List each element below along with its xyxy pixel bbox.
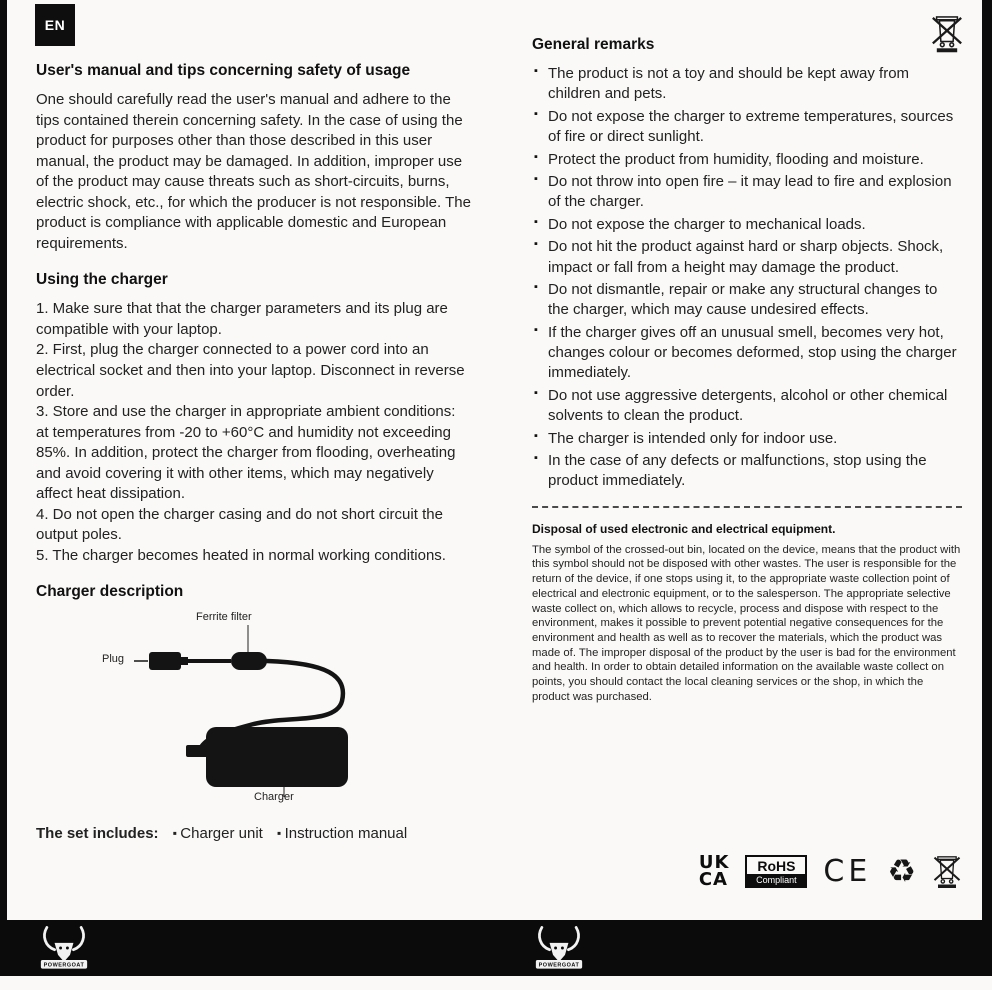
remark-item: ▪ The charger is intended only for indoor use. — [532, 429, 962, 449]
weee-bin-icon — [932, 852, 962, 890]
remark-item: ▪ Do not use aggressive detergents, alcohol or other chemical solvents to clean the product. — [532, 386, 962, 427]
set-item: ▪ Instruction manual — [277, 825, 407, 842]
right-column — [532, 36, 962, 704]
ce-mark-icon: CE — [823, 853, 872, 889]
disposal-text: The symbol of the crossed-out bin, located on the device, means that the product with this symbol should not be disposed with other wastes. The user is responsible for the return of the device, if one stops using it, to the appropriate waste collection point of electrical and electronic equipment, or to the salesperson. The appropriate selective waste collect on, which allows to recycle, process and dispose with respect to the environment, makes it possible to prevent potential negative consequences for the environment and health as well as to recover the materials, which the product was made of. The improper disposal of the product by the user is bad for the environment and health. In order to obtain detailed information on the available waste collect on points, you should contact the local cleaning services or the shop, in which the product was purchased. — [532, 543, 961, 703]
usage-step: 4. Do not open the charger casing and do not short circuit the output poles. — [36, 505, 443, 544]
powergoat-logo — [533, 924, 585, 972]
rohs-label: RoHS — [757, 857, 796, 874]
right-edge-strip — [982, 0, 992, 922]
remark-item: ▪ In the case of any defects or malfunctions, stop using the product immediately. — [532, 451, 962, 492]
rohs-sub-label: Compliant — [747, 874, 805, 886]
charger-description-title: Charger description — [36, 583, 184, 601]
powergoat-logo — [38, 924, 90, 972]
usage-step: 3. Store and use the charger in appropriate ambient conditions: at temperatures from -20 to +60°C and humidity not exceeding 85%. In addition, protect the charger from flooding, overheating and avoid covering it with other items, which may negatively affect heat dissipation. — [36, 403, 456, 503]
usage-step: 1. Make sure that that the charger parameters and its plug are compatible with your laptop. — [36, 300, 448, 338]
dashed-divider — [532, 506, 962, 508]
disposal-title: Disposal of used electronic and electrical equipment. — [532, 521, 836, 536]
general-remarks-list — [532, 64, 962, 492]
remark-item: ▪ Do not dismantle, repair or make any structural changes to the charger, which may cause undesired effects. — [532, 280, 962, 321]
ferrite-filter-label: Ferrite filter — [196, 611, 252, 624]
remark-item: ▪ Do not throw into open fire – it may lead to fire and explosion of the charger. — [532, 172, 962, 213]
usage-steps — [36, 299, 472, 566]
set-includes-label: The set includes: — [36, 825, 159, 843]
remark-item: ▪ Protect the product from humidity, flooding and moisture. — [532, 150, 962, 170]
recycling-icon: ♻ — [887, 852, 916, 890]
safety-section-title: User's manual and tips concerning safety of usage — [36, 62, 411, 79]
remark-item: ▪ Do not expose the charger to mechanical loads. — [532, 215, 962, 235]
rohs-mark-icon — [745, 855, 807, 888]
left-column — [36, 62, 472, 842]
set-includes-line — [36, 825, 472, 842]
charger-label: Charger — [254, 791, 294, 804]
using-charger-title: Using the charger — [36, 271, 168, 289]
usage-step: 2. First, plug the charger connected to a power cord into an electrical socket and then into your laptop. Disconnect in reverse order. — [36, 341, 465, 400]
compliance-marks-row — [532, 845, 962, 897]
remark-item: ▪ Do not expose the charger to extreme temperatures, sources of fire or direct sunlight. — [532, 107, 962, 148]
usage-step: 5. The charger becomes heated in normal working conditions. — [36, 546, 446, 564]
charger-diagram — [36, 611, 472, 811]
left-edge-strip — [0, 0, 7, 922]
safety-section-paragraph: One should carefully read the user's manual and adhere to the tips contained therein concerning safety. In the case of using the product for purposes other than those described in this user manual, the product may be damaged. In addition, improper use of the product may cause threats such as short-circuits, burns, electric shock, etc., for which the producer is not responsible. The product is compliance with applicable domestic and European requirements. — [36, 91, 471, 252]
remark-item: ▪ Do not hit the product against hard or sharp objects. Shock, impact or fall from a height may damage the product. — [532, 237, 962, 278]
ukca-line2: CA — [698, 869, 728, 890]
ukca-mark-icon — [698, 851, 730, 890]
general-remarks-title: General remarks — [532, 36, 655, 53]
language-badge: EN — [35, 4, 75, 46]
footer-bar — [0, 920, 992, 976]
svg-text:POWERGOAT: POWERGOAT — [538, 962, 580, 969]
plug-label: Plug — [102, 653, 125, 666]
svg-text:POWERGOAT: POWERGOAT — [43, 962, 85, 969]
charger-diagram-art — [36, 611, 472, 811]
remark-item: ▪ The product is not a toy and should be kept away from children and pets. — [532, 64, 962, 105]
remark-item: ▪ If the charger gives off an unusual smell, becomes very hot, changes colour or becomes deformed, stop using the charger immediately. — [532, 323, 962, 384]
set-item: ▪ Charger unit — [173, 825, 263, 842]
ukca-line1: UK — [698, 851, 730, 873]
